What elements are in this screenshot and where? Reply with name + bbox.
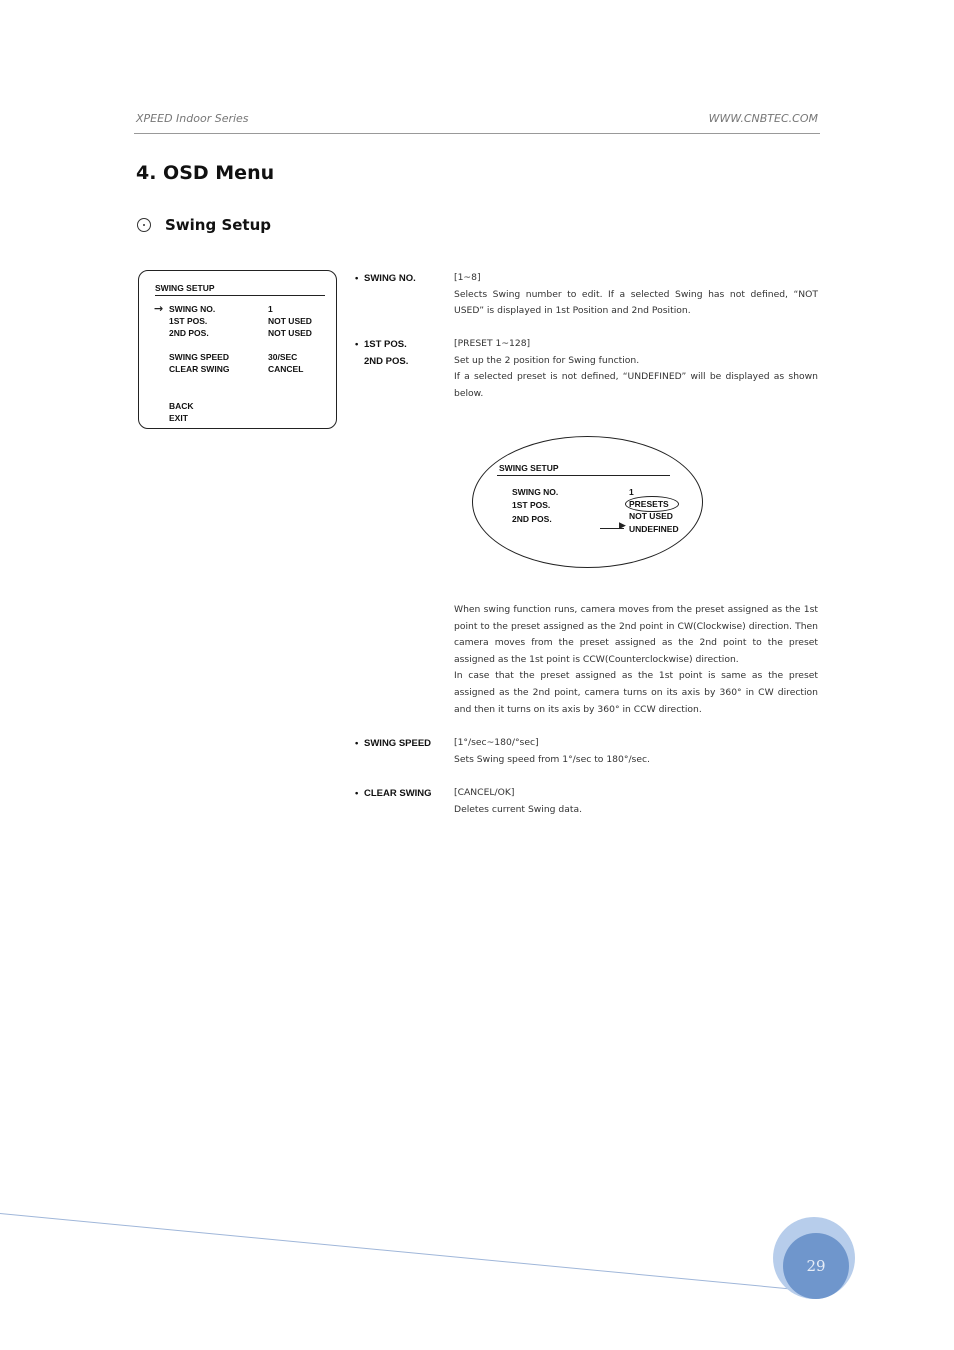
- desc-text: Deletes current Swing data.: [454, 803, 583, 815]
- osd-row-label: SWING SPEED: [169, 352, 229, 362]
- arrow-right-icon: ▶: [619, 521, 626, 531]
- paragraph: When swing function runs, camera moves from the preset assigned as the 1st point to the preset assigned as the 2nd point in CW(Clockwise) direction. Then camera moves from the preset assigned as the 2nd point to the preset assigned as the 1st point is CCW(Counterclockwise) direction.: [454, 604, 818, 665]
- desc-text: Sets Swing speed from 1°/sec to 180°/sec.: [454, 753, 650, 765]
- undefined-example-figure: [472, 436, 703, 568]
- term-2nd-pos: 2ND POS.: [364, 356, 409, 367]
- desc-range: [CANCEL/OK]: [454, 787, 515, 798]
- figure-row-label: 2ND POS.: [512, 514, 552, 524]
- osd-row-label: 2ND POS.: [169, 328, 209, 338]
- swing-explanation: [454, 602, 818, 718]
- selection-arrow-icon: →: [154, 302, 164, 315]
- figure-row-label: 1ST POS.: [512, 500, 551, 510]
- section-heading: [137, 216, 271, 234]
- desc-positions: [454, 336, 818, 402]
- term-clear-swing: • CLEAR SWING: [355, 788, 432, 799]
- figure-row-value: 1: [629, 487, 634, 497]
- osd-row-value: NOT USED: [268, 328, 312, 338]
- undefined-label: UNDEFINED: [629, 524, 679, 534]
- osd-menu-rule: [155, 295, 325, 296]
- figure-row-value: NOT USED: [629, 511, 673, 521]
- header-series: XPEED Indoor Series: [136, 112, 249, 125]
- osd-menu-box: [138, 270, 337, 429]
- figure-row-label: SWING NO.: [512, 487, 559, 497]
- header-rule: [134, 133, 820, 134]
- header-website: WWW.CNBTEC.COM: [708, 112, 818, 125]
- term-1st-pos: • 1ST POS.: [355, 339, 407, 350]
- desc-swing-speed: [454, 735, 818, 768]
- desc-swing-no: [454, 270, 818, 320]
- paragraph: In case that the preset assigned as the 1st point is same as the preset assigned as the 2nd point, camera turns on its axis by 360° in CW direction and then it turns on its axis by 360° in CCW direction.: [454, 670, 818, 715]
- term-swing-speed: • SWING SPEED: [355, 738, 432, 749]
- page-title: 4. OSD Menu: [136, 162, 275, 184]
- desc-range: [1°/sec~180/°sec]: [454, 737, 539, 748]
- osd-row-label: CLEAR SWING: [169, 364, 230, 374]
- section-title: Swing Setup: [165, 216, 272, 234]
- desc-range: [1~8]: [454, 272, 481, 283]
- circle-dot-icon: [137, 218, 151, 232]
- osd-row-value: 30/SEC: [268, 352, 298, 362]
- osd-menu-title: SWING SETUP: [155, 283, 215, 293]
- desc-text: If a selected preset is not defined, “UNDEFINED” will be displayed as shown below.: [454, 371, 818, 399]
- osd-row-label: BACK: [169, 401, 194, 411]
- desc-clear-swing: [454, 785, 818, 818]
- term-swing-no: • SWING NO.: [355, 273, 416, 284]
- page-number: 29: [806, 1257, 826, 1275]
- figure-row-value: PRESETS: [629, 499, 669, 509]
- desc-text: Selects Swing number to edit. If a selected Swing has not defined, “NOT USED” is displayed in 1st Position and 2nd Position.: [454, 288, 818, 317]
- figure-title: SWING SETUP: [499, 463, 559, 473]
- desc-range: [PRESET 1~128]: [454, 338, 531, 349]
- figure-rule: [497, 475, 670, 476]
- osd-row-value: NOT USED: [268, 316, 312, 326]
- desc-text: Set up the 2 position for Swing function.: [454, 354, 640, 366]
- osd-row-label: 1ST POS.: [169, 316, 208, 326]
- osd-row-value: CANCEL: [268, 364, 304, 374]
- osd-row-label: SWING NO.: [169, 304, 216, 314]
- footer-line: [0, 1213, 826, 1293]
- osd-row-label: EXIT: [169, 413, 188, 423]
- osd-row-value: 1: [268, 304, 273, 314]
